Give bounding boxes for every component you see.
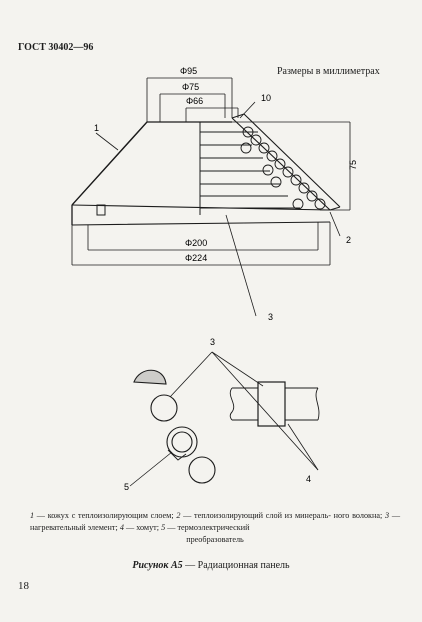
legend-text-1: — кожух с теплоизолирующим слоем; [34, 511, 177, 520]
dim-d95: Φ95 [180, 66, 198, 76]
housing-left-slope [72, 122, 147, 205]
legend-text-4: — хомут; [123, 523, 162, 532]
dim-d66: Φ66 [186, 96, 204, 106]
document-header: ГОСТ 30402—96 [18, 42, 94, 53]
legend-text-2b: ного волокна; [333, 511, 386, 520]
dim-d224: Φ224 [185, 253, 208, 263]
legend-num-5: 5 [161, 523, 166, 532]
dim-h75: 75 [348, 159, 358, 170]
legend-text-2: — теплоизолирующий слой из минераль- [180, 511, 331, 520]
dim-d75: Φ75 [182, 82, 200, 92]
legend-text-5: — термоэлектрический [165, 523, 250, 532]
callout-2: 2 [346, 235, 352, 245]
legend-num-3: 3 [385, 511, 390, 520]
heating-element-lines [200, 132, 300, 208]
legend-tail: преобразователь [186, 535, 244, 544]
legend-num-1: 1 [30, 511, 35, 520]
callout-1: 1 [94, 123, 100, 133]
callout-3-bottom: 3 [210, 337, 216, 347]
dim-d200: Φ200 [185, 238, 208, 248]
clip-left [97, 205, 105, 215]
figure-label: Рисунок А5 [132, 560, 183, 571]
detail-circles [134, 370, 215, 483]
figure-legend [30, 510, 400, 546]
housing-outline [72, 122, 232, 225]
legend-text-3: — нагревательный элемент; [30, 511, 401, 532]
coil-circles [241, 127, 325, 209]
units-note: Размеры в миллиметрах [277, 66, 380, 77]
legend-num-2: 2 [176, 511, 181, 520]
pipe-section [232, 388, 318, 420]
dim-n10: 10 [261, 93, 272, 103]
page-number: 18 [18, 580, 29, 592]
figure-title-text: — Радиационная панель [182, 560, 290, 571]
clamp-block [258, 382, 285, 426]
figure-title [0, 560, 422, 571]
callout-5: 5 [124, 482, 130, 492]
callout-4: 4 [306, 474, 312, 484]
callout-3-top: 3 [268, 312, 274, 322]
legend-num-4: 4 [119, 523, 124, 532]
